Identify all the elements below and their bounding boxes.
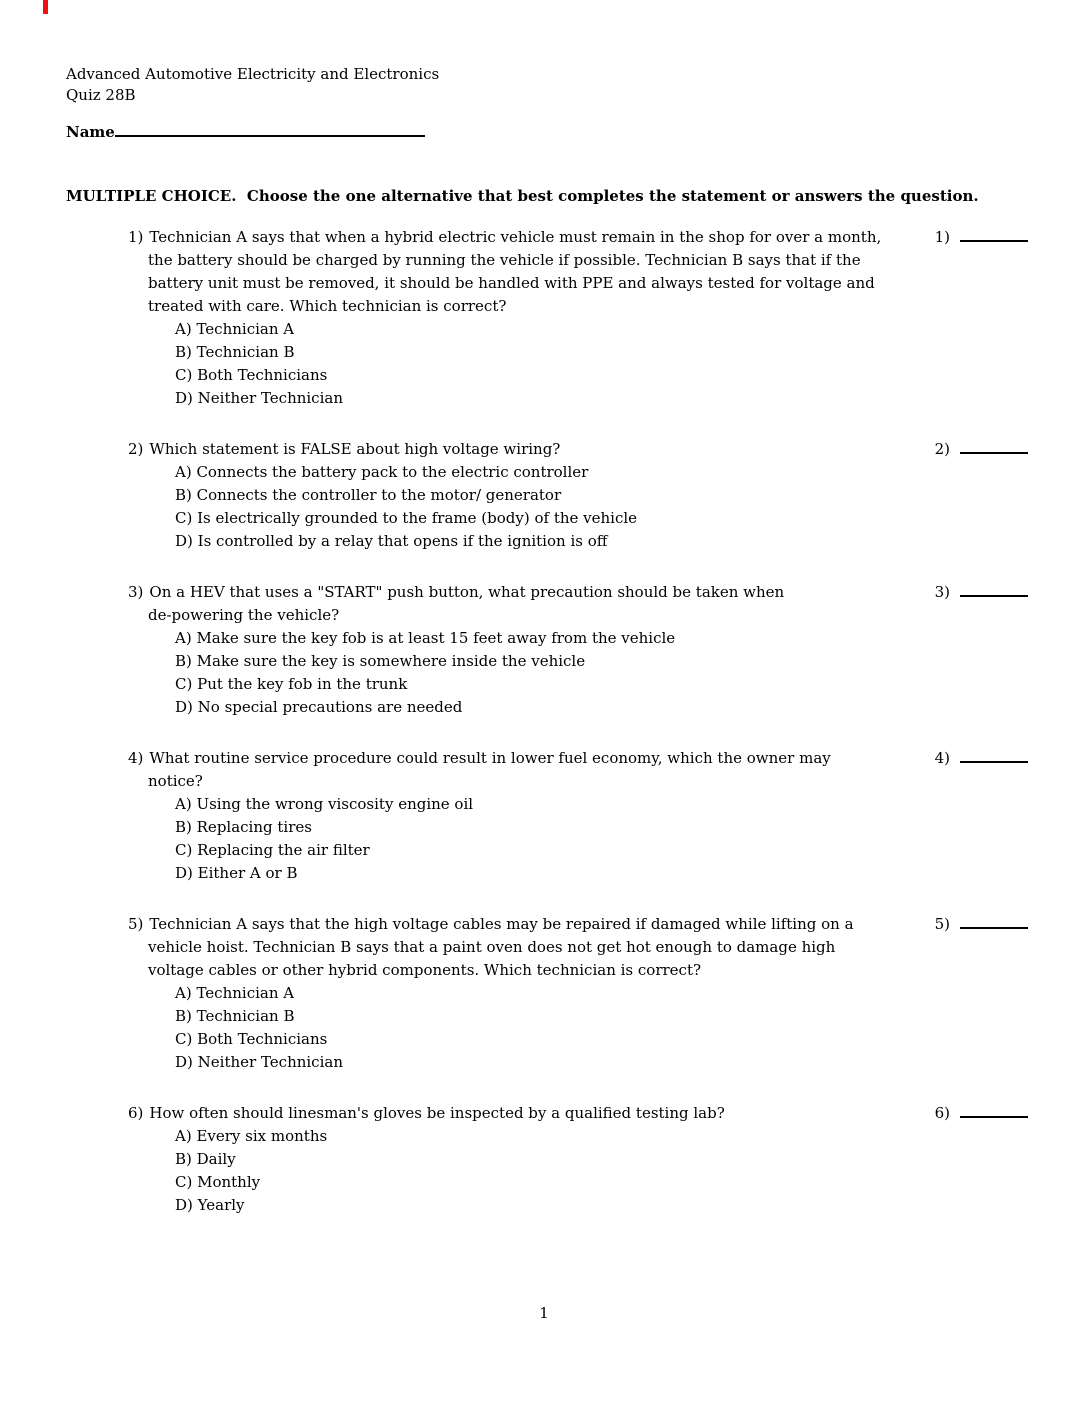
answer-number: 4) bbox=[934, 749, 950, 767]
red-artifact-mark bbox=[43, 0, 48, 14]
question-number: 4) bbox=[128, 749, 144, 767]
choice-b: B) Make sure the key is somewhere inside the vehicle bbox=[175, 652, 586, 670]
question-text bbox=[128, 226, 1028, 318]
question-text bbox=[128, 438, 1028, 461]
choice-d: D) Either A or B bbox=[175, 864, 298, 882]
question-text-line: voltage cables or other hybrid components. Which technician is correct? bbox=[148, 961, 702, 979]
answer-blank-line bbox=[960, 227, 1028, 242]
question-number: 3) bbox=[128, 583, 144, 601]
question-4 bbox=[128, 747, 1028, 885]
choice-list bbox=[175, 793, 1028, 885]
answer-blank bbox=[935, 226, 1028, 249]
choice-a: A) Every six months bbox=[175, 1127, 328, 1145]
question-text-line: 1) Technician A says that when a hybrid electric vehicle must remain in the shop for over a month, bbox=[148, 226, 1028, 249]
choice-d: D) No special precautions are needed bbox=[175, 698, 463, 716]
choice-c: C) Replacing the air filter bbox=[175, 841, 370, 859]
question-text bbox=[128, 581, 1028, 627]
question-text-line: 6) How often should linesman's gloves be inspected by a qualified testing lab? bbox=[148, 1102, 1028, 1125]
answer-blank bbox=[935, 581, 1028, 604]
answer-blank bbox=[935, 747, 1028, 770]
choice-list bbox=[175, 982, 1028, 1074]
question-5 bbox=[128, 913, 1028, 1074]
choice-b: B) Replacing tires bbox=[175, 818, 312, 836]
answer-number: 3) bbox=[934, 583, 950, 601]
choice-d: D) Yearly bbox=[175, 1196, 245, 1214]
choice-a: A) Make sure the key fob is at least 15 feet away from the vehicle bbox=[175, 629, 676, 647]
answer-blank-line bbox=[960, 582, 1028, 597]
question-number: 5) bbox=[128, 915, 144, 933]
choice-a: A) Connects the battery pack to the electric controller bbox=[175, 463, 589, 481]
answer-blank-line bbox=[960, 439, 1028, 454]
name-row bbox=[66, 121, 425, 144]
choice-c: C) Put the key fob in the trunk bbox=[175, 675, 408, 693]
answer-number: 6) bbox=[934, 1104, 950, 1122]
answer-blank-line bbox=[960, 748, 1028, 763]
question-text-line: 4) What routine service procedure could result in lower fuel economy, which the owner may bbox=[148, 747, 1028, 770]
question-text-line: battery unit must be removed, it should be handled with PPE and always tested for voltage and bbox=[148, 274, 875, 292]
question-text bbox=[128, 747, 1028, 793]
question-list bbox=[128, 226, 1028, 1245]
choice-c: C) Both Technicians bbox=[175, 366, 328, 384]
question-text bbox=[128, 913, 1028, 982]
choice-d: D) Neither Technician bbox=[175, 1053, 343, 1071]
question-number: 6) bbox=[128, 1104, 144, 1122]
choice-c: C) Monthly bbox=[175, 1173, 261, 1191]
choice-b: B) Technician B bbox=[175, 1007, 295, 1025]
course-title: Advanced Automotive Electricity and Electronics bbox=[66, 65, 440, 83]
answer-number: 2) bbox=[934, 440, 950, 458]
question-text-line: notice? bbox=[148, 772, 203, 790]
question-6 bbox=[128, 1102, 1028, 1217]
answer-blank bbox=[935, 438, 1028, 461]
quiz-title: Quiz 28B bbox=[66, 86, 136, 104]
choice-list bbox=[175, 461, 1028, 553]
question-text-line: 2) Which statement is FALSE about high voltage wiring? bbox=[148, 438, 1028, 461]
choice-b: B) Connects the controller to the motor/ generator bbox=[175, 486, 562, 504]
choice-list bbox=[175, 318, 1028, 410]
answer-blank-line bbox=[960, 1103, 1028, 1118]
question-number: 1) bbox=[128, 228, 144, 246]
choice-a: A) Using the wrong viscosity engine oil bbox=[175, 795, 474, 813]
choice-a: A) Technician A bbox=[175, 320, 295, 338]
choice-c: C) Both Technicians bbox=[175, 1030, 328, 1048]
choice-c: C) Is electrically grounded to the frame (body) of the vehicle bbox=[175, 509, 638, 527]
question-text-line: vehicle hoist. Technician B says that a paint oven does not get hot enough to damage high bbox=[148, 938, 836, 956]
question-3 bbox=[128, 581, 1028, 719]
answer-number: 1) bbox=[934, 228, 950, 246]
page-footer bbox=[0, 1302, 1088, 1325]
answer-number: 5) bbox=[934, 915, 950, 933]
document-header bbox=[66, 64, 439, 106]
answer-blank bbox=[935, 913, 1028, 936]
choice-b: B) Daily bbox=[175, 1150, 236, 1168]
name-label: Name bbox=[66, 123, 115, 141]
question-text bbox=[128, 1102, 1028, 1125]
question-text-line: treated with care. Which technician is correct? bbox=[148, 297, 507, 315]
question-number: 2) bbox=[128, 440, 144, 458]
question-text-line: 5) Technician A says that the high voltage cables may be repaired if damaged while lifting on a bbox=[148, 913, 1028, 936]
choice-a: A) Technician A bbox=[175, 984, 295, 1002]
answer-blank bbox=[935, 1102, 1028, 1125]
question-text-line: de-powering the vehicle? bbox=[148, 606, 340, 624]
question-1 bbox=[128, 226, 1028, 410]
choice-b: B) Technician B bbox=[175, 343, 295, 361]
choice-d: D) Neither Technician bbox=[175, 389, 343, 407]
choice-list bbox=[175, 1125, 1028, 1217]
question-text-line: 3) On a HEV that uses a "START" push button, what precaution should be taken when bbox=[148, 581, 1028, 604]
name-blank-line bbox=[115, 122, 425, 137]
question-2 bbox=[128, 438, 1028, 553]
choice-d: D) Is controlled by a relay that opens if the ignition is off bbox=[175, 532, 608, 550]
answer-blank-line bbox=[960, 914, 1028, 929]
question-text-line: the battery should be charged by running the vehicle if possible. Technician B says that if the bbox=[148, 251, 861, 269]
instructions-line: MULTIPLE CHOICE. Choose the one alternative that best completes the statement or answers the question. bbox=[66, 187, 979, 205]
choice-list bbox=[175, 627, 1028, 719]
page-number: 1 bbox=[539, 1304, 549, 1322]
